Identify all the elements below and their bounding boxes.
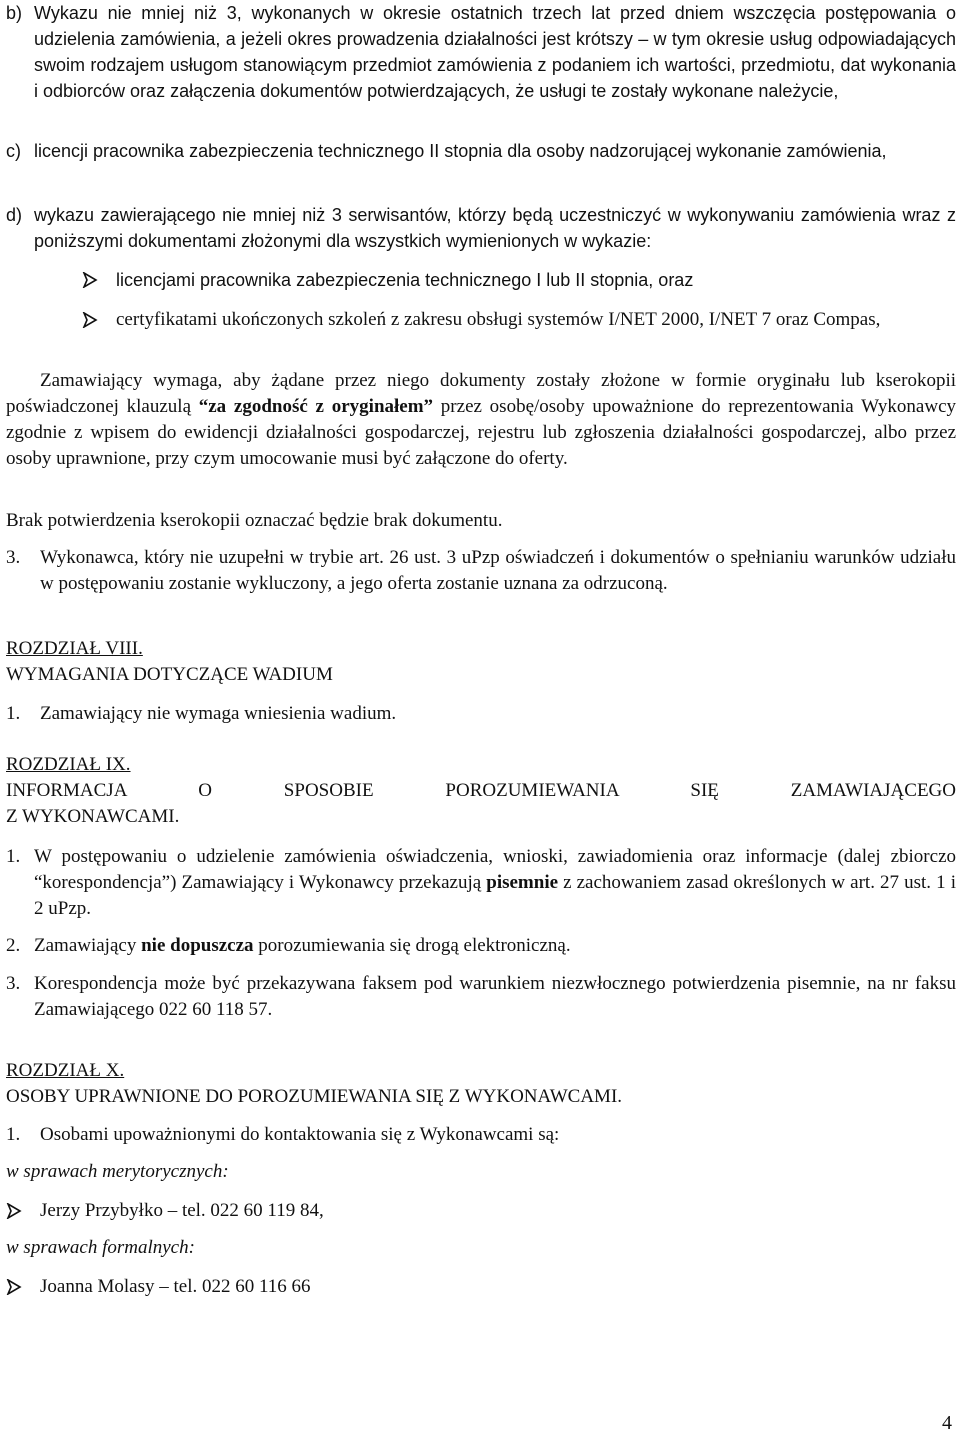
contact-text: Jerzy Przybyłko – tel. 022 60 119 84, — [40, 1200, 324, 1221]
text-run: z zachowaniem zasad określonych w art. 27 ust. 1 i 2 uPzp. — [34, 872, 956, 919]
item-text: Wykonawca, który nie uzupełni w trybie art. 26 ust. 3 uPzp oświadczeń i dokumentów o spełnianiu warunków udziału w postępowaniu zostanie wykluczony, a jego oferta zostanie uznana za odrzuconą. — [40, 547, 956, 594]
text-run: W postępowaniu o udzielenie zamówienia oświadczenia, wnioski, zawiadomienia oraz informacje (dalej zbiorczo “korespondencja”) Zamawiający i Wykonawcy przekazują — [34, 846, 956, 893]
chapter-number: ROZDZIAŁ IX. — [6, 754, 131, 775]
item-text — [34, 933, 956, 959]
chapter-title: OSOBY UPRAWNIONE DO POROZUMIEWANIA SIĘ Z WYKONAWCAMI. — [6, 1086, 623, 1107]
item-label: 2. — [6, 935, 21, 956]
point-3 — [6, 545, 956, 597]
item-text — [34, 844, 956, 922]
bold-phrase: pisemnie — [486, 872, 559, 893]
list-item-d — [6, 202, 956, 333]
chapter-number: ROZDZIAŁ X. — [6, 1060, 125, 1081]
item-text: Wykazu nie mniej niż 3, wykonanych w okresie ostatnich trzech lat przed dniem wszczęcia postępowania o udzielenia zamówienia, a jeżeli okres prowadzenia działalności jest krótszy – w tym okresie usług odpowiadających swoim rodzajem usługom stanowiącym przedmiot zamówienia z podaniem ich wartości, przedmiotu, dat wykonania i odbiorców oraz załączenia dokumentów potwierdzających, że usługi te zostały wykonane należycie, — [34, 3, 956, 101]
list-item-c — [6, 138, 956, 164]
item-label: 1. — [6, 846, 21, 867]
arrowhead-bullet-icon — [6, 1274, 40, 1295]
item-label: 1. — [6, 703, 21, 724]
bullet-item — [6, 267, 956, 293]
item-text: Osobami upoważnionymi do kontaktowania się z Wykonawcami są: — [40, 1124, 560, 1145]
chapter-10 — [6, 1058, 956, 1300]
list-item — [6, 1122, 956, 1148]
item-text: Korespondencja może być przekazywana faksem pod warunkiem niezwłocznego potwierdzenia pisemnie, na nr faksu Zamawiającego 022 60 118 57. — [34, 973, 956, 1020]
formal-matters-label: w sprawach formalnych: — [6, 1237, 195, 1258]
item-d-row — [6, 202, 956, 254]
text-run: porozumiewania się drogą elektroniczną. — [253, 935, 571, 956]
item-text: licencji pracownika zabezpieczenia technicznego II stopnia dla osoby nadzorującej wykonanie zamówienia, — [34, 141, 887, 161]
item-label: d) — [6, 205, 23, 225]
item-text: Zamawiający nie wymaga wniesienia wadium. — [40, 703, 397, 724]
chapter-title-line-1: INFORMACJA O SPOSOBIE POROZUMIEWANIA SIĘ ZAMAWIAJĄCEGO — [6, 780, 956, 801]
missing-certification-paragraph: Brak potwierdzenia kserokopii oznaczać będzie brak dokumentu. — [6, 510, 503, 531]
contact-bullet — [6, 1198, 956, 1224]
item-text: wykazu zawierającego nie mniej niż 3 serwisantów, którzy będą uczestniczyć w wykonywaniu zamówienia wraz z poniższymi dokumentami złożonymi dla wszystkich wymienionych w wykazie: — [34, 205, 956, 251]
item-label: 1. — [6, 1124, 21, 1145]
paragraph-text: Zamawiający wymaga, aby żądane przez niego dokumenty zostały złożone w formie oryginału lub kserokopii poświadczonej klauzulą — [6, 370, 956, 417]
paragraph-text: przez osobę/osoby upoważnione do reprezentowania Wykonawcy zgodnie z wpisem do ewidencji działalności gospodarczej, rejestru lub zgłoszenia działalności gospodarczej, albo przez osoby uprawnione, przy czym umocowanie musi być załączone do oferty. — [6, 396, 957, 469]
arrowhead-bullet-icon — [82, 267, 116, 288]
arrowhead-bullet-icon — [6, 1198, 40, 1219]
chapter-number: ROZDZIAŁ VIII. — [6, 638, 143, 659]
item-label: 3. — [6, 973, 21, 994]
text-run: Zamawiający — [34, 935, 142, 956]
list-item — [6, 844, 956, 922]
chapter-8 — [6, 636, 956, 727]
certified-copies-paragraph — [6, 368, 956, 472]
merit-matters-label: w sprawach merytorycznych: — [6, 1161, 229, 1182]
item-label: b) — [6, 3, 23, 23]
bullet-text: licencjami pracownika zabezpieczenia technicznego I lub II stopnia, oraz — [116, 270, 694, 290]
page-number: 4 — [942, 1412, 952, 1434]
list-item — [6, 933, 956, 959]
contact-text: Joanna Molasy – tel. 022 60 116 66 — [40, 1276, 311, 1297]
arrowhead-bullet-icon — [82, 307, 116, 328]
bold-phrase: nie dopuszcza — [141, 935, 254, 956]
item-label: c) — [6, 141, 21, 161]
chapter-title: WYMAGANIA DOTYCZĄCE WADIUM — [6, 664, 333, 685]
bold-phrase: “za zgodność z oryginałem” — [198, 396, 434, 417]
list-item — [6, 971, 956, 1023]
bullet-text: certyfikatami ukończonych szkoleń z zakresu obsługi systemów I/NET 2000, I/NET 7 oraz Compas, — [116, 309, 881, 330]
item-label: 3. — [6, 547, 21, 568]
contact-bullet — [6, 1274, 956, 1300]
chapter-title-line-2: Z WYKONAWCAMI. — [6, 806, 180, 827]
chapter-9 — [6, 752, 956, 1023]
list-item-b — [6, 0, 956, 104]
bullet-item — [6, 307, 956, 333]
list-item — [6, 701, 956, 727]
